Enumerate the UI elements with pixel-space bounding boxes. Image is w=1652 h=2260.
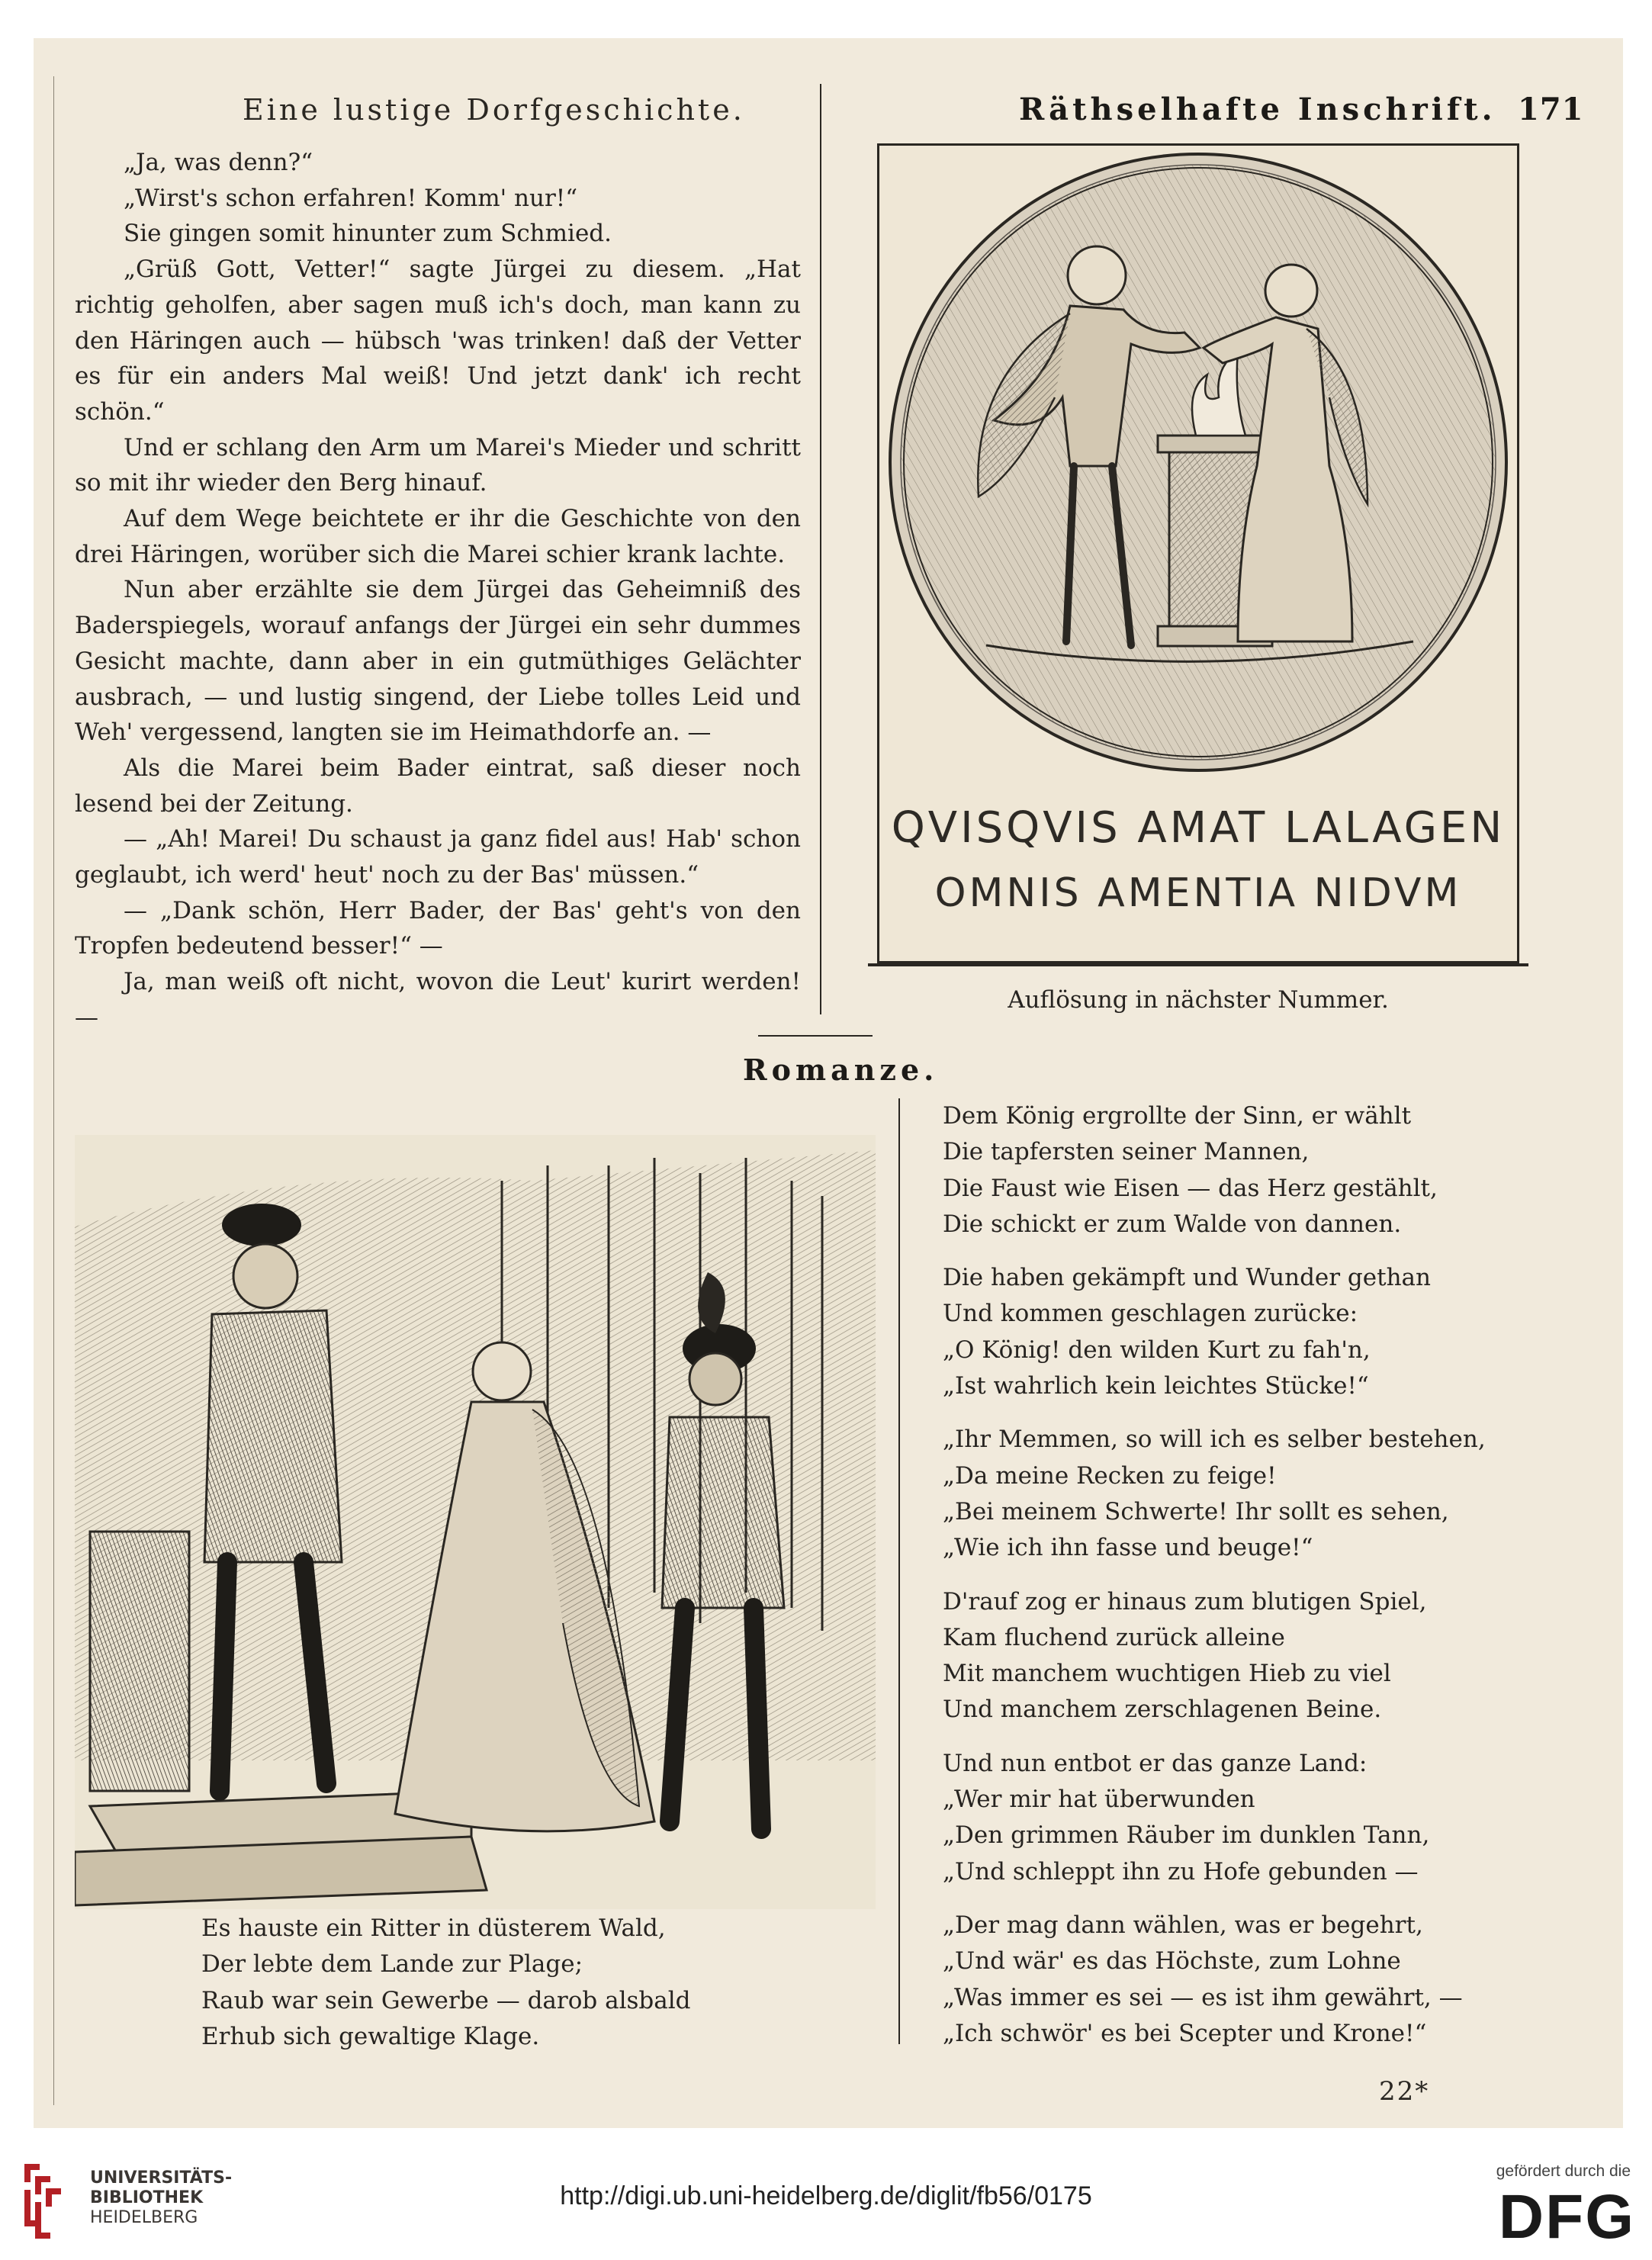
poem-stanza — [943, 1584, 1576, 1728]
poem-stanza — [943, 1746, 1576, 1890]
verse-line: „Den grimmen Räuber im dunklen Tann, — [943, 1821, 1430, 1850]
romanze-illustration — [75, 1135, 876, 1909]
poem-column-divider — [898, 1098, 900, 2044]
column-divider — [820, 84, 821, 1014]
funded-by-text: gefördert durch die — [1496, 2162, 1631, 2180]
running-head-left: Eine lustige Dorfgeschichte. — [243, 93, 745, 127]
title-rule — [758, 1035, 873, 1037]
verse-line: „Da meine Recken zu feige! — [943, 1461, 1277, 1490]
poem-stanza — [943, 1098, 1576, 1243]
footer-bar — [0, 2147, 1652, 2260]
story-paragraph: „Wirst's schon erfahren! Komm' nur!“ — [124, 184, 578, 212]
story-paragraph: Auf dem Wege beichtete er ihr die Geschichte von den drei Häringen, worüber sich die Marei schier krank lachte. — [75, 505, 801, 568]
library-line-1: UNIVERSITÄTS- — [90, 2168, 233, 2188]
verse-line: D'rauf zog er hinaus zum blutigen Spiel, — [943, 1587, 1427, 1615]
verse-line: Die Faust wie Eisen — das Herz gestählt, — [943, 1174, 1438, 1202]
verse-line: Es hauste ein Ritter in düsterem Wald, — [201, 1914, 666, 1942]
story-paragraph: — „Dank schön, Herr Bader, der Bas' geht's von den Tropfen bedeutend besser!“ — — [75, 896, 801, 960]
poem-stanza — [943, 1908, 1576, 2052]
signature-mark: 22* — [1379, 2076, 1430, 2107]
verse-line: Dem König ergrollte der Sinn, er wählt — [943, 1102, 1412, 1130]
story-paragraph: Und er schlang den Arm um Marei's Mieder und schritt so mit ihr wieder den Berg hinauf. — [75, 433, 801, 497]
verse-line: „Wer mir hat überwunden — [943, 1786, 1255, 1814]
verse-line: „O König! den wilden Kurt zu fah'n, — [943, 1336, 1371, 1364]
verse-line: Mit manchem wuchtigen Hieb zu viel — [943, 1660, 1391, 1688]
verse-line: „Ihr Memmen, so will ich es selber bestehen, — [943, 1426, 1486, 1454]
library-line-3: HEIDELBERG — [90, 2208, 198, 2227]
inscription-line-1: QVISQVIS AMAT LALAGEN — [891, 803, 1506, 853]
poem-title: Romanze. — [743, 1053, 939, 1087]
verse-line: Erhub sich gewaltige Klage. — [201, 2022, 540, 2050]
verse-line: „Der mag dann wählen, was er begehrt, — [943, 1911, 1423, 1939]
inscription-line-2: OMNIS AMENTIA NIDVM — [934, 870, 1462, 916]
verse-line: „Ich schwör' es bei Scepter und Krone!“ — [943, 2019, 1427, 2047]
verse-line: „Wie ich ihn fasse und beuge!“ — [943, 1534, 1313, 1562]
verse-line: „Und wär' es das Höchste, zum Lohne — [943, 1947, 1401, 1975]
verse-line: „Ist wahrlich kein leichtes Stücke!“ — [943, 1372, 1369, 1400]
verse-line: Und manchem zerschlagenen Beine. — [943, 1696, 1382, 1724]
poem-left-stanza — [201, 1911, 827, 2055]
story-paragraph: Sie gingen somit hinunter zum Schmied. — [124, 220, 612, 248]
verse-line: Kam fluchend zurück alleine — [943, 1623, 1285, 1651]
library-line-2: BIBLIOTHEK — [90, 2188, 204, 2207]
verse-line: „Was immer es sei — es ist ihm gewährt, — — [943, 1983, 1463, 2011]
source-url-link[interactable]: http://digi.ub.uni-heidelberg.de/diglit/fb56/0175 — [560, 2181, 1092, 2210]
verse-line: Die tapfersten seiner Mannen, — [943, 1138, 1310, 1166]
verse-line: Der lebte dem Lande zur Plage; — [201, 1950, 583, 1979]
running-head-right: Räthselhafte Inschrift. — [1019, 92, 1496, 127]
story-paragraph: „Grüß Gott, Vetter!“ sagte Jürgei zu diesem. „Hat richtig geholfen, aber sagen muß ich's doch, man kann zu den Häringen auch — hübsch 'was trinken! daß der Vetter es für ein anders Mal weiß! Und jetzt dank' ich recht schön.“ — [75, 256, 801, 426]
story-column — [75, 145, 801, 1036]
story-paragraph: Nun aber erzählte sie dem Jürgei das Geheimniß des Baderspiegels, worauf anfangs der Jürgei ein sehr dummes Gesicht machte, dann aber in ein gutmüthiges Gelächter ausbrach, — und lustig singend, der Liebe tolles Leid und Weh' vergessend, langten sie im Heimathdorfe an. — — [75, 576, 801, 747]
story-paragraph: Ja, man weiß oft nicht, wovon die Leut' kurirt werden! — — [75, 968, 801, 1031]
poem-right-column — [943, 1098, 1576, 2069]
verse-line: Die haben gekämpft und Wunder gethan — [943, 1264, 1431, 1292]
inscription-caption: Auflösung in nächster Nummer. — [1008, 986, 1389, 1014]
dfg-logo: DFG — [1498, 2182, 1635, 2252]
verse-line: Raub war sein Gewerbe — darob alsbald — [201, 1986, 691, 2014]
story-paragraph: „Ja, was denn?“ — [124, 149, 313, 176]
poem-stanza — [943, 1422, 1576, 1566]
story-paragraph: Als die Marei beim Bader eintrat, saß dieser noch lesend bei der Zeitung. — [75, 754, 801, 818]
verse-line: „Und schleppt ihn zu Hofe gebunden — — [943, 1857, 1419, 1885]
page-edge-line — [53, 76, 54, 2105]
inscription-panel — [877, 143, 1519, 963]
verse-line: Die schickt er zum Walde von dannen. — [943, 1210, 1402, 1238]
verse-line: „Bei meinem Schwerte! Ihr sollt es sehen, — [943, 1497, 1449, 1525]
panel-bottom-rule — [868, 963, 1528, 966]
verse-line: Und kommen geschlagen zurücke: — [943, 1300, 1358, 1328]
page-number: 171 — [1518, 92, 1584, 127]
poem-stanza — [943, 1260, 1576, 1404]
story-paragraph: — „Ah! Marei! Du schaust ja ganz fidel aus! Hab' schon geglaubt, ich werd' heut' noch zu der Bas' müssen.“ — [75, 825, 801, 889]
verse-line: Und nun entbot er das ganze Land: — [943, 1749, 1368, 1777]
